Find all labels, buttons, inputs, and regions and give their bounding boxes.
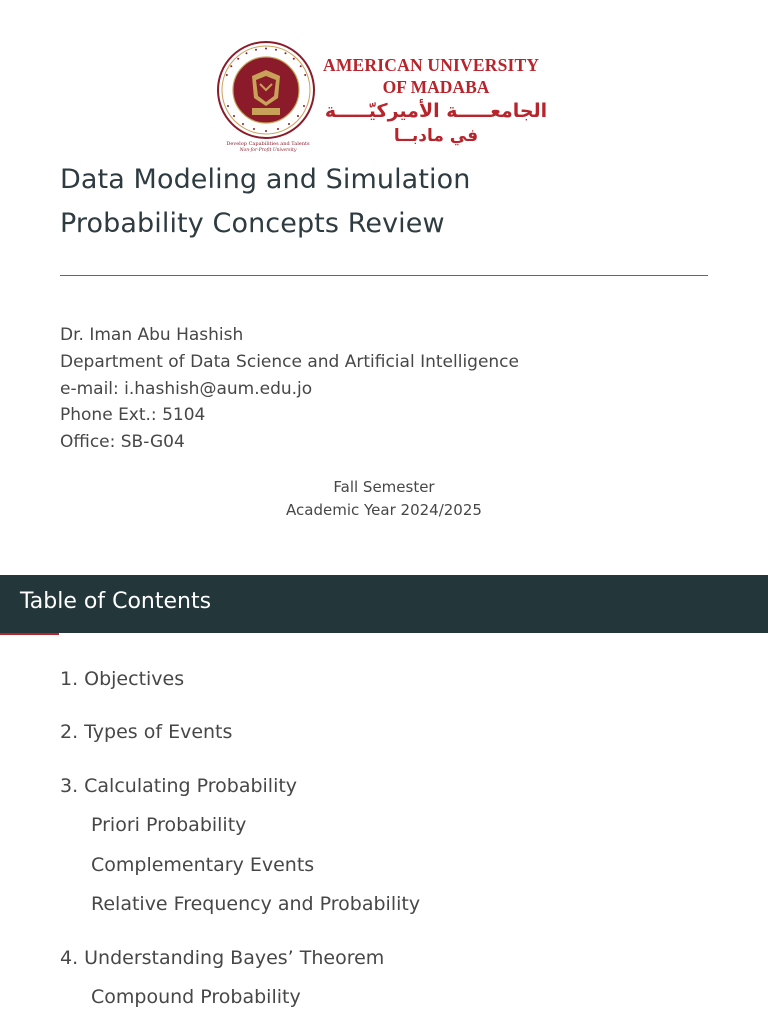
toc-header-bar — [0, 575, 768, 633]
university-logo — [216, 40, 556, 158]
toc-title: Table of Contents — [20, 589, 212, 614]
toc-item-objectives[interactable] — [60, 668, 184, 690]
logo-subtagline: Non-for-Profit University — [239, 148, 297, 153]
author-office: Office: SB-G04 — [60, 432, 185, 453]
author-department: Department of Data Science and Artificial Intelligence — [60, 351, 519, 372]
university-name-en-line2: OF MADABA — [382, 77, 490, 97]
author-email: e-mail: i.hashish@aum.edu.jo — [60, 378, 313, 399]
logo-tagline: Develop Capabilities and Talents — [226, 141, 310, 147]
toc-item-types-of-events[interactable] — [60, 721, 232, 743]
author-info — [60, 322, 519, 456]
toc-subitem-compound-probability[interactable]: Compound Probability — [91, 986, 301, 1008]
toc-item-number: 4. — [60, 947, 79, 969]
toc-item-label: Understanding Bayes’ Theorem — [84, 947, 385, 969]
toc-item-label: Calculating Probability — [84, 775, 298, 797]
toc-item-number: 1. — [60, 668, 79, 690]
presentation-title — [60, 158, 470, 246]
semester-info — [0, 476, 768, 522]
toc-item-label: Types of Events — [84, 721, 233, 743]
university-name-en-line1: AMERICAN UNIVERSITY — [323, 55, 540, 75]
title-line-1: Data Modeling and Simulation — [60, 164, 471, 195]
toc-subitem-relative-frequency[interactable]: Relative Frequency and Probability — [91, 893, 421, 915]
title-line-2: Probability Concepts Review — [60, 208, 445, 239]
author-name: Dr. Iman Abu Hashish — [60, 325, 244, 345]
toc-item-bayes-theorem[interactable] — [60, 947, 384, 969]
university-seal-icon — [216, 40, 316, 140]
toc-item-label: Objectives — [84, 668, 185, 690]
university-name-ar-line1: الجامعـــــة الأميركيّـــــة — [324, 100, 548, 122]
toc-item-calculating-probability[interactable] — [60, 775, 297, 797]
semester-term: Fall Semester — [333, 478, 435, 496]
toc-subitem-priori-probability[interactable]: Priori Probability — [91, 814, 247, 836]
toc-subitem-complementary-events[interactable]: Complementary Events — [91, 854, 315, 876]
semester-year: Academic Year 2024/2025 — [286, 501, 482, 519]
title-divider — [60, 275, 708, 276]
toc-item-number: 2. — [60, 721, 79, 743]
university-name-ar-line2: في مادبــا — [393, 126, 479, 146]
toc-accent-underline — [0, 633, 59, 635]
author-phone: Phone Ext.: 5104 — [60, 405, 206, 426]
toc-item-number: 3. — [60, 775, 79, 797]
